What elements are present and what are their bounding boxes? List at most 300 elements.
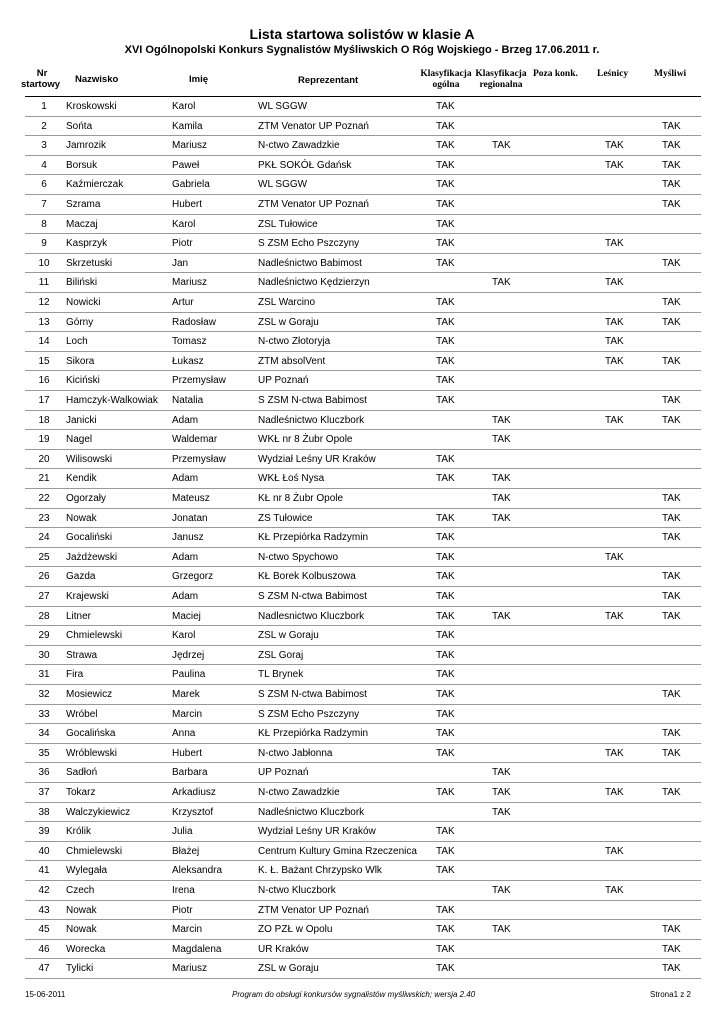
header-lesnicy: Leśnicy xyxy=(597,69,629,79)
cell-nazwisko: Kendik xyxy=(66,473,97,485)
cell-ogolna: TAK xyxy=(436,689,455,700)
cell-ogolna: TAK xyxy=(436,218,455,230)
cell-reprezentant: N-ctwo Zawadzkie xyxy=(258,787,340,798)
cell-nazwisko: Jamrozik xyxy=(66,140,107,152)
cell-nr: 28 xyxy=(38,610,50,622)
cell-imie: Karol xyxy=(172,218,196,230)
cell-nr: 4 xyxy=(41,159,47,171)
cell-ogolna: TAK xyxy=(436,747,455,759)
cell-reprezentant: KŁ Przepiórka Radzymin xyxy=(258,728,369,740)
cell-ogolna: TAK xyxy=(436,120,455,132)
cell-nr: 32 xyxy=(38,689,50,700)
cell-reprezentant: ZSL w Goraju xyxy=(258,963,319,975)
table-row xyxy=(0,254,724,274)
cell-nazwisko: Czech xyxy=(66,885,95,896)
cell-nr: 29 xyxy=(38,630,50,642)
cell-reprezentant: UP Poznań xyxy=(258,375,309,387)
cell-ogolna: TAK xyxy=(436,551,455,563)
cell-reprezentant: Nadlesnictwo Kluczbork xyxy=(258,610,365,622)
cell-lesnicy: TAK xyxy=(605,140,624,152)
cell-mysliwi: TAK xyxy=(662,943,681,955)
table-row xyxy=(0,803,724,823)
cell-imie: Hubert xyxy=(172,747,203,759)
cell-reprezentant: N-ctwo Spychowo xyxy=(258,551,339,563)
cell-reprezentant: Centrum Kultury Gmina Rzeczenica xyxy=(258,845,417,857)
cell-reprezentant: WKŁ Łoś Nysa xyxy=(258,473,325,485)
cell-nr: 13 xyxy=(38,316,50,328)
cell-imie: Karol xyxy=(172,101,196,112)
cell-nr: 14 xyxy=(38,336,50,348)
cell-lesnicy: TAK xyxy=(605,551,624,563)
cell-regionalna: TAK xyxy=(492,512,511,524)
table-row xyxy=(0,469,724,489)
document-title: Lista startowa solistów w klasie A xyxy=(249,26,475,42)
cell-reprezentant: Nadleśnictwo Kluczbork xyxy=(258,806,365,818)
cell-imie: Krzysztof xyxy=(172,806,214,818)
cell-nazwisko: Gazda xyxy=(66,571,96,583)
cell-imie: Kamila xyxy=(172,120,203,132)
cell-mysliwi: TAK xyxy=(662,179,681,191)
cell-reprezentant: S ZSM N-ctwa Babimost xyxy=(258,591,367,602)
cell-imie: Mateusz xyxy=(172,493,210,504)
table-row xyxy=(0,528,724,548)
cell-imie: Marek xyxy=(172,689,200,700)
cell-ogolna: TAK xyxy=(436,845,455,857)
cell-reprezentant: ZSL Tułowice xyxy=(258,218,318,230)
header-imie: Imię xyxy=(189,74,209,85)
cell-nazwisko: Litner xyxy=(66,610,92,622)
cell-reprezentant: ZSL w Goraju xyxy=(258,630,319,642)
cell-nr: 27 xyxy=(38,591,50,602)
cell-imie: Mariusz xyxy=(172,277,208,289)
cell-imie: Przemysław xyxy=(172,375,226,387)
table-row xyxy=(0,352,724,372)
cell-nr: 22 xyxy=(38,493,50,504)
cell-nr: 12 xyxy=(38,297,50,308)
table-row xyxy=(0,665,724,685)
cell-nazwisko: Wróbel xyxy=(66,708,98,720)
cell-mysliwi: TAK xyxy=(662,355,681,367)
cell-nr: 8 xyxy=(41,218,47,230)
cell-nr: 26 xyxy=(38,571,50,583)
cell-nazwisko: Krajewski xyxy=(66,591,109,602)
table-row xyxy=(0,861,724,881)
cell-imie: Adam xyxy=(172,473,199,485)
cell-nazwisko: Gocaliński xyxy=(66,532,113,544)
cell-reprezentant: UP Poznań xyxy=(258,767,309,779)
table-row xyxy=(0,313,724,333)
cell-mysliwi: TAK xyxy=(662,512,681,524)
cell-nr: 38 xyxy=(38,806,50,818)
table-row xyxy=(0,626,724,646)
cell-regionalna: TAK xyxy=(492,414,511,426)
cell-nazwisko: Biliński xyxy=(66,277,98,289)
header-ogolna-line2: ogólna xyxy=(432,80,460,90)
table-row xyxy=(0,175,724,195)
cell-nazwisko: Skrzetuski xyxy=(66,257,113,269)
cell-mysliwi: TAK xyxy=(662,591,681,602)
table-row xyxy=(0,763,724,783)
cell-nazwisko: Tylicki xyxy=(66,963,94,975)
cell-reprezentant: ZS Tułowice xyxy=(258,512,313,524)
cell-reprezentant: TL Brynek xyxy=(258,669,304,681)
document-subtitle: XVI Ogólnopolski Konkurs Sygnalistów Myśliwskich O Róg Wojskiego - Brzeg 17.06.2011 r. xyxy=(124,44,600,56)
cell-mysliwi: TAK xyxy=(662,257,681,269)
cell-nazwisko: Mosiewicz xyxy=(66,689,113,700)
cell-reprezentant: N-ctwo Kluczbork xyxy=(258,885,336,896)
cell-ogolna: TAK xyxy=(436,473,455,485)
cell-lesnicy: TAK xyxy=(605,610,624,622)
cell-ogolna: TAK xyxy=(436,512,455,524)
header-nr xyxy=(21,68,61,90)
table-row xyxy=(0,156,724,176)
cell-ogolna: TAK xyxy=(436,669,455,681)
table-row xyxy=(0,881,724,901)
cell-imie: Janusz xyxy=(172,532,204,544)
cell-nazwisko: Sońta xyxy=(66,120,93,132)
table-row xyxy=(0,117,724,137)
cell-nazwisko: Worecka xyxy=(66,943,106,955)
cell-reprezentant: Nadleśnictwo Kluczbork xyxy=(258,414,365,426)
cell-nr: 45 xyxy=(38,924,50,936)
cell-ogolna: TAK xyxy=(436,591,455,602)
cell-nr: 39 xyxy=(38,826,50,838)
cell-mysliwi: TAK xyxy=(662,493,681,504)
cell-imie: Radosław xyxy=(172,316,216,328)
cell-ogolna: TAK xyxy=(436,728,455,740)
cell-imie: Marcin xyxy=(172,924,203,936)
cell-reprezentant: Wydział Leśny UR Kraków xyxy=(258,826,376,838)
cell-imie: Piotr xyxy=(172,904,193,916)
cell-imie: Natalia xyxy=(172,395,204,406)
cell-nazwisko: Sadłoń xyxy=(66,767,98,779)
cell-imie: Jonatan xyxy=(172,512,208,524)
cell-nazwisko: Hamczyk-Walkowiak xyxy=(66,395,158,406)
cell-regionalna: TAK xyxy=(492,924,511,936)
cell-imie: Anna xyxy=(172,728,196,740)
table-row xyxy=(0,411,724,431)
cell-ogolna: TAK xyxy=(436,630,455,642)
cell-mysliwi: TAK xyxy=(662,571,681,583)
cell-ogolna: TAK xyxy=(436,963,455,975)
cell-reprezentant: ZSL Goraj xyxy=(258,649,304,661)
cell-mysliwi: TAK xyxy=(662,924,681,936)
cell-imie: Artur xyxy=(172,297,194,308)
cell-ogolna: TAK xyxy=(436,610,455,622)
table-row xyxy=(0,332,724,352)
cell-nr: 40 xyxy=(38,845,50,857)
table-row xyxy=(0,430,724,450)
header-ogolna-line1: Klasyfikacja xyxy=(420,69,472,79)
cell-imie: Adam xyxy=(172,551,199,563)
cell-ogolna: TAK xyxy=(436,238,455,250)
cell-regionalna: TAK xyxy=(492,885,511,896)
cell-mysliwi: TAK xyxy=(662,120,681,132)
cell-nr: 9 xyxy=(41,238,47,250)
cell-imie: Paweł xyxy=(172,159,200,171)
table-header xyxy=(0,68,724,96)
cell-mysliwi: TAK xyxy=(662,610,681,622)
cell-lesnicy: TAK xyxy=(605,238,624,250)
cell-reprezentant: KŁ Przepiórka Radzymin xyxy=(258,532,369,544)
cell-nr: 24 xyxy=(38,532,50,544)
cell-mysliwi: TAK xyxy=(662,140,681,152)
cell-reprezentant: ZTM Venator UP Poznań xyxy=(258,120,369,132)
cell-mysliwi: TAK xyxy=(662,414,681,426)
cell-ogolna: TAK xyxy=(436,101,455,112)
cell-ogolna: TAK xyxy=(436,179,455,191)
cell-imie: Mariusz xyxy=(172,140,208,152)
cell-ogolna: TAK xyxy=(436,943,455,955)
table-row xyxy=(0,724,724,744)
cell-reprezentant: ZTM Venator UP Poznań xyxy=(258,904,369,916)
cell-nr: 25 xyxy=(38,551,50,563)
cell-reprezentant: KŁ nr 8 Żubr Opole xyxy=(258,493,344,504)
table-row xyxy=(0,273,724,293)
cell-ogolna: TAK xyxy=(436,787,455,798)
header-klasyfikacja-regionalna xyxy=(472,69,530,91)
cell-nr: 46 xyxy=(38,943,50,955)
cell-regionalna: TAK xyxy=(492,140,511,152)
cell-reprezentant: Nadleśnictwo Kędzierzyn xyxy=(258,277,370,289)
cell-nazwisko: Nagel xyxy=(66,434,93,446)
cell-nazwisko: Królik xyxy=(66,826,92,838)
cell-nazwisko: Gocalińska xyxy=(66,728,116,740)
cell-nazwisko: Wilisowski xyxy=(66,453,113,465)
table-row xyxy=(0,293,724,313)
header-mysliwi: Myśliwi xyxy=(654,69,687,79)
cell-regionalna: TAK xyxy=(492,434,511,446)
cell-nazwisko: Chmielewski xyxy=(66,630,123,642)
cell-nr: 15 xyxy=(38,355,50,367)
cell-lesnicy: TAK xyxy=(605,787,624,798)
cell-nr: 33 xyxy=(38,708,50,720)
cell-nr: 37 xyxy=(38,787,50,798)
cell-mysliwi: TAK xyxy=(662,199,681,210)
cell-ogolna: TAK xyxy=(436,924,455,936)
cell-nazwisko: Nowak xyxy=(66,512,97,524)
cell-reprezentant: UR Kraków xyxy=(258,943,309,955)
cell-lesnicy: TAK xyxy=(605,414,624,426)
cell-nazwisko: Sikora xyxy=(66,355,95,367)
cell-nazwisko: Strawa xyxy=(66,649,98,661)
cell-nazwisko: Szrama xyxy=(66,199,101,210)
header-regionalna-line2: regionalna xyxy=(479,80,523,90)
cell-mysliwi: TAK xyxy=(662,728,681,740)
cell-nazwisko: Borsuk xyxy=(66,159,98,171)
cell-nazwisko: Nowak xyxy=(66,904,97,916)
cell-reprezentant: S ZSM Echo Pszczyny xyxy=(258,238,360,250)
cell-nr: 17 xyxy=(38,395,50,406)
cell-regionalna: TAK xyxy=(492,277,511,289)
header-reprezentant: Reprezentant xyxy=(298,75,359,86)
cell-imie: Jan xyxy=(172,257,189,269)
cell-nr: 35 xyxy=(38,747,50,759)
cell-mysliwi: TAK xyxy=(662,963,681,975)
table-row xyxy=(0,450,724,470)
cell-nr: 23 xyxy=(38,512,50,524)
cell-ogolna: TAK xyxy=(436,865,455,877)
footer-page: Strona1 z 2 xyxy=(650,990,691,999)
cell-regionalna: TAK xyxy=(492,806,511,818)
table-row xyxy=(0,822,724,842)
cell-imie: Błażej xyxy=(172,845,200,857)
cell-ogolna: TAK xyxy=(436,453,455,465)
cell-nr: 36 xyxy=(38,767,50,779)
cell-ogolna: TAK xyxy=(436,571,455,583)
cell-mysliwi: TAK xyxy=(662,297,681,308)
cell-ogolna: TAK xyxy=(436,904,455,916)
footer-program: Program do obsługi konkursów sygnalistów myśliwskich; wersja 2.40 xyxy=(232,990,476,999)
cell-nazwisko: Nowak xyxy=(66,924,97,936)
cell-nazwisko: Janicki xyxy=(66,414,97,426)
cell-ogolna: TAK xyxy=(436,395,455,406)
cell-ogolna: TAK xyxy=(436,355,455,367)
cell-nr: 3 xyxy=(41,140,47,152)
cell-imie: Jędrzej xyxy=(172,649,205,661)
cell-nr: 18 xyxy=(38,414,50,426)
cell-lesnicy: TAK xyxy=(605,845,624,857)
table-row xyxy=(0,959,724,979)
cell-ogolna: TAK xyxy=(436,316,455,328)
cell-reprezentant: ZTM Venator UP Poznań xyxy=(258,199,369,210)
cell-nazwisko: Tokarz xyxy=(66,787,96,798)
cell-reprezentant: ZSL w Goraju xyxy=(258,316,319,328)
table-row xyxy=(0,136,724,156)
cell-reprezentant: N-ctwo Jabłonna xyxy=(258,747,333,759)
table-row xyxy=(0,646,724,666)
table-row xyxy=(0,744,724,764)
cell-nazwisko: Fira xyxy=(66,669,84,681)
cell-ogolna: TAK xyxy=(436,708,455,720)
cell-imie: Tomasz xyxy=(172,336,207,348)
header-nr-line2: startowy xyxy=(21,79,61,90)
cell-lesnicy: TAK xyxy=(605,355,624,367)
cell-lesnicy: TAK xyxy=(605,336,624,348)
cell-imie: Łukasz xyxy=(172,355,204,367)
cell-mysliwi: TAK xyxy=(662,159,681,171)
cell-mysliwi: TAK xyxy=(662,747,681,759)
cell-ogolna: TAK xyxy=(436,336,455,348)
cell-imie: Przemysław xyxy=(172,453,226,465)
cell-nr: 21 xyxy=(38,473,50,485)
cell-reprezentant: PKŁ SOKÓŁ Gdańsk xyxy=(258,159,352,171)
cell-mysliwi: TAK xyxy=(662,395,681,406)
cell-nazwisko: Maczaj xyxy=(66,218,98,230)
cell-reprezentant: KŁ Borek Kolbuszowa xyxy=(258,571,356,583)
cell-nr: 41 xyxy=(38,865,50,877)
footer-date: 15-06-2011 xyxy=(25,990,66,999)
cell-ogolna: TAK xyxy=(436,532,455,544)
cell-nazwisko: Ogorzały xyxy=(66,493,107,504)
table-row xyxy=(0,489,724,509)
table-row xyxy=(0,587,724,607)
cell-imie: Maciej xyxy=(172,610,201,622)
cell-mysliwi: TAK xyxy=(662,532,681,544)
cell-lesnicy: TAK xyxy=(605,277,624,289)
cell-reprezentant: WL SGGW xyxy=(258,179,308,191)
cell-reprezentant: K. Ł. Bażant Chrzypsko Wlk xyxy=(258,865,382,877)
cell-ogolna: TAK xyxy=(436,649,455,661)
cell-reprezentant: S ZSM Echo Pszczyny xyxy=(258,708,360,720)
table-row xyxy=(0,509,724,529)
cell-ogolna: TAK xyxy=(436,297,455,308)
header-poza-konk: Poza konk. xyxy=(533,69,578,79)
table-row xyxy=(0,920,724,940)
cell-reprezentant: ZSL Warcino xyxy=(258,297,316,308)
cell-reprezentant: WKŁ nr 8 Żubr Opole xyxy=(258,434,353,446)
cell-nr: 11 xyxy=(38,277,50,289)
table-row xyxy=(0,685,724,705)
cell-imie: Magdalena xyxy=(172,943,222,955)
cell-ogolna: TAK xyxy=(436,159,455,171)
cell-reprezentant: S ZSM N-ctwa Babimost xyxy=(258,395,367,406)
table-row xyxy=(0,940,724,960)
cell-mysliwi: TAK xyxy=(662,316,681,328)
cell-ogolna: TAK xyxy=(436,199,455,210)
cell-nazwisko: Kiciński xyxy=(66,375,100,387)
cell-imie: Adam xyxy=(172,414,199,426)
row-divider xyxy=(25,978,701,979)
header-nr-line1: Nr xyxy=(36,68,48,79)
cell-imie: Adam xyxy=(172,591,199,602)
cell-nazwisko: Kasprzyk xyxy=(66,238,108,250)
cell-nazwisko: Kroskowski xyxy=(66,101,117,112)
cell-nr: 1 xyxy=(41,101,47,112)
cell-nazwisko: Górny xyxy=(66,316,94,328)
cell-imie: Marcin xyxy=(172,708,203,720)
cell-imie: Piotr xyxy=(172,238,193,250)
cell-nr: 19 xyxy=(38,434,50,446)
cell-ogolna: TAK xyxy=(436,140,455,152)
cell-nr: 47 xyxy=(38,963,50,975)
cell-nazwisko: Jażdżewski xyxy=(66,551,118,563)
cell-regionalna: TAK xyxy=(492,493,511,504)
table-row xyxy=(0,842,724,862)
cell-nr: 16 xyxy=(38,375,50,387)
cell-nazwisko: Wróblewski xyxy=(66,747,117,759)
cell-lesnicy: TAK xyxy=(605,159,624,171)
cell-nazwisko: Chmielewski xyxy=(66,845,123,857)
cell-reprezentant: WL SGGW xyxy=(258,101,308,112)
table-row xyxy=(0,705,724,725)
cell-regionalna: TAK xyxy=(492,610,511,622)
cell-imie: Aleksandra xyxy=(172,865,223,877)
cell-imie: Waldemar xyxy=(172,434,218,446)
cell-imie: Gabriela xyxy=(172,179,210,191)
cell-imie: Irena xyxy=(172,885,195,896)
cell-nazwisko: Kaźmierczak xyxy=(66,179,124,191)
cell-reprezentant: Wydział Leśny UR Kraków xyxy=(258,453,376,465)
table-row xyxy=(0,195,724,215)
cell-nr: 2 xyxy=(41,120,47,132)
cell-nr: 30 xyxy=(38,649,50,661)
table-row xyxy=(0,234,724,254)
header-regionalna-line1: Klasyfikacja xyxy=(475,69,527,79)
cell-ogolna: TAK xyxy=(436,375,455,387)
cell-nr: 7 xyxy=(41,199,47,210)
cell-imie: Grzegorz xyxy=(172,571,214,583)
cell-nr: 34 xyxy=(38,728,50,740)
table-row xyxy=(0,607,724,627)
cell-lesnicy: TAK xyxy=(605,885,624,896)
cell-ogolna: TAK xyxy=(436,826,455,838)
cell-nazwisko: Nowicki xyxy=(66,297,101,308)
cell-reprezentant: S ZSM N-ctwa Babimost xyxy=(258,689,367,700)
cell-imie: Paulina xyxy=(172,669,206,681)
cell-lesnicy: TAK xyxy=(605,316,624,328)
table-row xyxy=(0,391,724,411)
